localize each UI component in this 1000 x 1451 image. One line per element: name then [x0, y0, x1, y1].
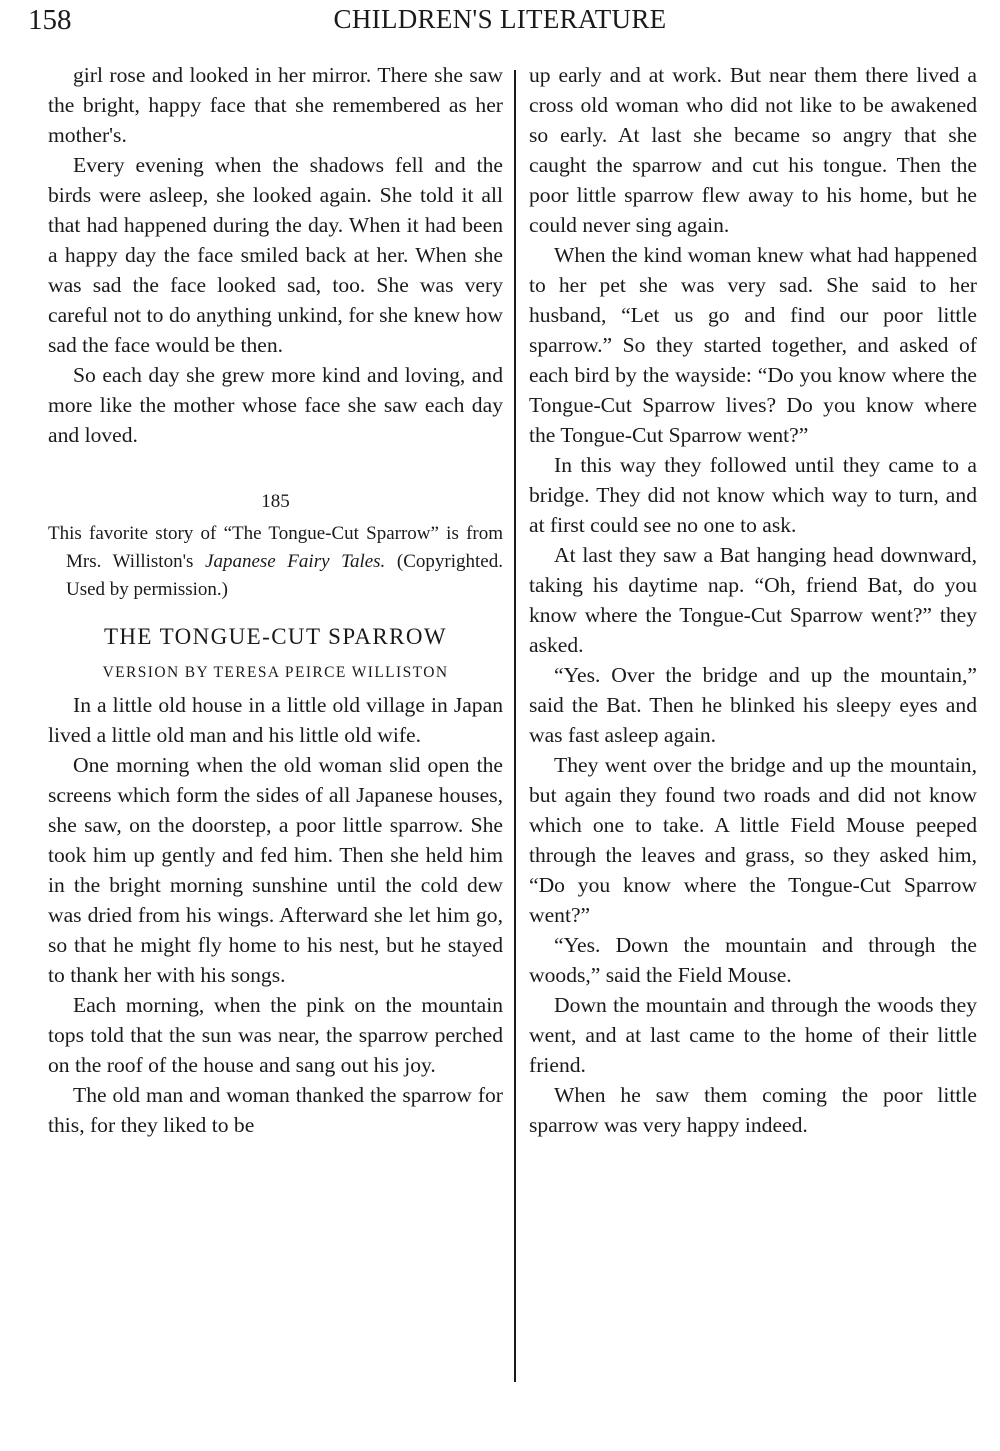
paragraph: In a little old house in a little old village in Japan lived a little old man and his little old wife.: [48, 693, 503, 747]
paragraph: When he saw them coming the poor little sparrow was very happy indeed.: [529, 1083, 977, 1137]
story-title: THE TONGUE-CUT SPARROW: [103, 624, 448, 649]
story-byline: VERSION BY TERESA PEIRCE WILLISTON: [102, 664, 449, 681]
note-text-after: (Copyrighted. Used by permission.): [66, 551, 503, 600]
paragraph: When the kind woman knew what had happened to her pet she was very sad. She said to her husband, “Let us go and find our poor little sparrow.” So they started together, and asked of each bird by the wayside: “Do you know where the Tongue-Cut Sparrow lives? Do you know where the Tongue-Cut Sparrow went?”: [529, 243, 977, 447]
story-number: 185: [261, 491, 290, 512]
column-divider: [514, 70, 516, 1382]
note-text-before: This favorite story of “The Tongue-Cut Sparrow” is from Mrs. Williston's: [48, 523, 503, 572]
paragraph: At last they saw a Bat hanging head downward, taking his daytime nap. “Oh, friend Bat, do you know where the Tongue-Cut Sparrow went?” they asked.: [529, 543, 977, 657]
left-column: [48, 60, 503, 1140]
page-number: 158: [28, 4, 72, 36]
story-source-note: [48, 520, 503, 604]
running-head-title: CHILDREN'S LITERATURE: [333, 4, 667, 34]
paragraph: So each day she grew more kind and loving, and more like the mother whose face she saw each day and loved.: [48, 363, 503, 447]
paragraph: Every evening when the shadows fell and the birds were asleep, she looked again. She told it all that had happened during the day. When it had been a happy day the face smiled back at her. When she was sad the face looked sad, too. She was very careful not to do anything unkind, for she knew how sad the face would be then.: [48, 153, 503, 357]
paragraph: They went over the bridge and up the mountain, but again they found two roads and did not know which one to take. A little Field Mouse peeped through the leaves and grass, so they asked him, “Do you know where the Tongue-Cut Sparrow went?”: [529, 753, 977, 927]
paragraph: Down the mountain and through the woods they went, and at last came to the home of their little friend.: [529, 993, 977, 1077]
paragraph: In this way they followed until they came to a bridge. They did not know which way to turn, and at first could see no one to ask.: [529, 453, 977, 537]
right-column: [529, 60, 977, 1140]
paragraph: “Yes. Over the bridge and up the mountain,” said the Bat. Then he blinked his sleepy eyes and was fast asleep again.: [529, 663, 977, 747]
paragraph: Each morning, when the pink on the mountain tops told that the sun was near, the sparrow perched on the roof of the house and sang out his joy.: [48, 993, 503, 1077]
book-title: Japanese Fairy Tales.: [205, 551, 386, 572]
paragraph: up early and at work. But near them there lived a cross old woman who did not like to be awakened so early. At last she became so angry that she caught the sparrow and cut his tongue. Then the poor little sparrow flew away to his home, but he could never sing again.: [529, 63, 977, 237]
paragraph: girl rose and looked in her mirror. There she saw the bright, happy face that she remembered as her mother's.: [48, 63, 503, 147]
paragraph: One morning when the old woman slid open the screens which form the sides of all Japanese houses, she saw, on the doorstep, a poor little sparrow. She took him up gently and fed him. Then she held him in the bright morning sunshine until the cold dew was dried from his wings. Afterward she let him go, so that he might fly home to his nest, but he stayed to thank her with his songs.: [48, 753, 503, 987]
paragraph: The old man and woman thanked the sparrow for this, for they liked to be: [48, 1083, 503, 1137]
paragraph: “Yes. Down the mountain and through the woods,” said the Field Mouse.: [529, 933, 977, 987]
